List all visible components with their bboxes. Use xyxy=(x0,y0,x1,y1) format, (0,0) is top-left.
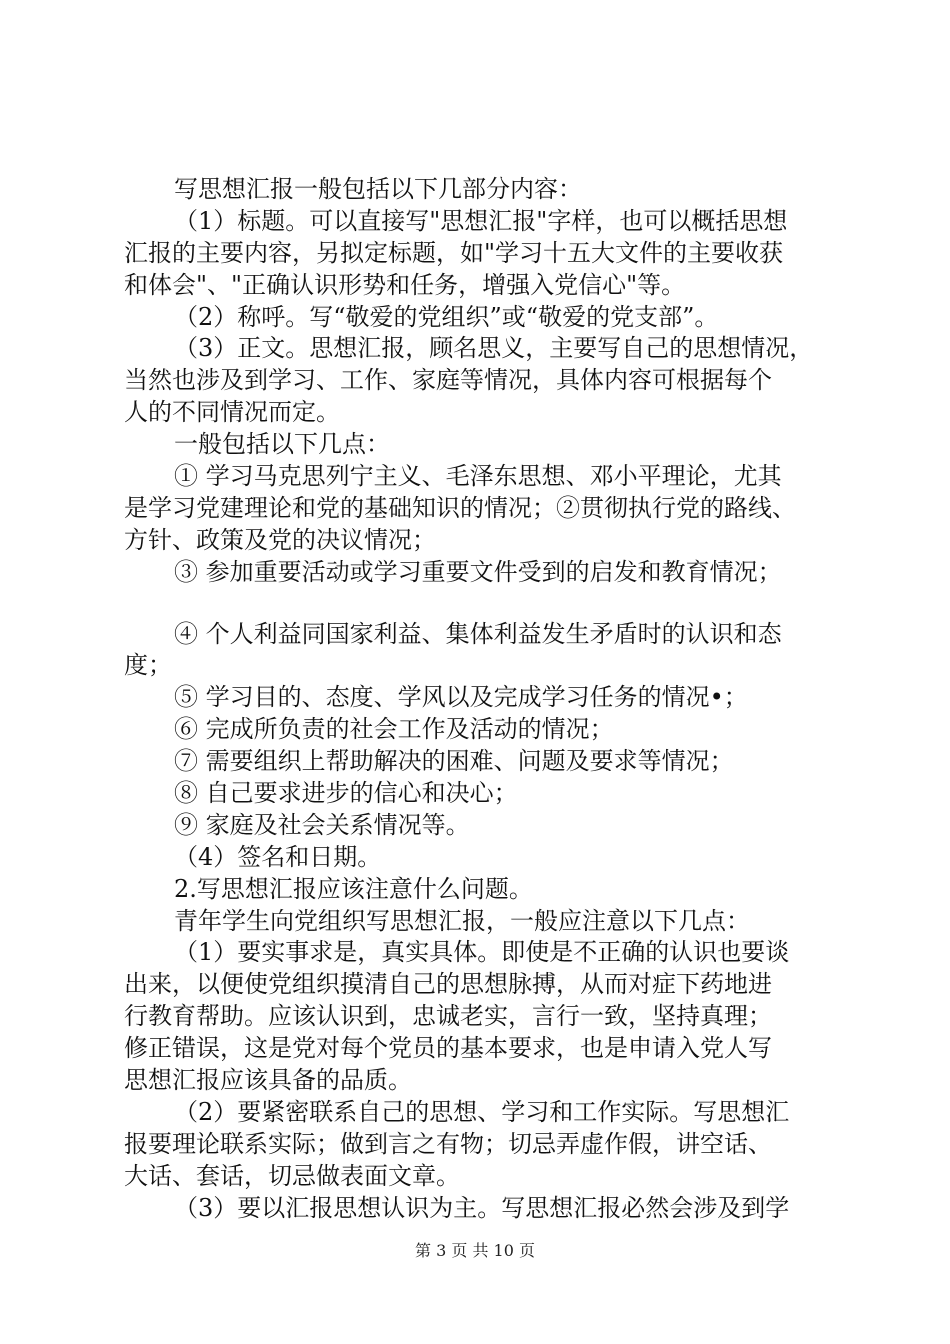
text-line: （1）要实事求是，真实具体。即使是不正确的认识也要谈 xyxy=(174,938,790,967)
text-line: 2.写思想汇报应该注意什么问题。 xyxy=(174,874,533,903)
text-line: （2）称呼。写“敬爱的党组织”或“敬爱的党支部”。 xyxy=(174,302,719,331)
text-line: 一般包括以下几点： xyxy=(174,430,390,459)
text-line: （3）要以汇报思想认识为主。写思想汇报必然会涉及到学 xyxy=(174,1193,790,1222)
text-line: ① 学习马克思列宁主义、毛泽东思想、邓小平理论，尤其 xyxy=(174,462,782,491)
text-line: 思想汇报应该具备的品质。 xyxy=(124,1066,412,1095)
text-line: 人的不同情况而定。 xyxy=(124,398,340,427)
text-line: 大话、套话，切忌做表面文章。 xyxy=(124,1161,460,1190)
text-line: 修正错误，这是党对每个党员的基本要求，也是申请入党人写 xyxy=(124,1034,772,1063)
text-line: 写思想汇报一般包括以下几部分内容： xyxy=(174,175,582,203)
text-line: 报要理论联系实际；做到言之有物；切忌弄虚作假，讲空话、 xyxy=(124,1129,772,1158)
document-body xyxy=(124,174,834,1225)
text-line: ⑧ 自己要求进步的信心和决心； xyxy=(174,779,518,808)
page-footer: 第 3 页 共 10 页 xyxy=(415,1241,535,1260)
text-line: （3）正文。思想汇报，顾名思义，主要写自己的思想情况， xyxy=(174,334,814,363)
text-line: 出来，以便使党组织摸清自己的思想脉搏，从而对症下药地进 xyxy=(124,970,772,999)
text-line: ③ 参加重要活动或学习重要文件受到的启发和教育情况； xyxy=(174,557,782,586)
text-line: 青年学生向党组织写思想汇报，一般应注意以下几点： xyxy=(174,906,750,935)
text-line: 度； xyxy=(124,651,172,680)
text-line: ⑤ 学习目的、态度、学风以及完成学习任务的情况•； xyxy=(174,683,748,712)
text-line: ⑨ 家庭及社会关系情况等。 xyxy=(174,810,470,839)
text-line: 行教育帮助。应该认识到，忠诚老实，言行一致，坚持真理； xyxy=(124,1002,772,1031)
text-line: （2）要紧密联系自己的思想、学习和工作实际。写思想汇 xyxy=(174,1097,790,1126)
text-line: ⑦ 需要组织上帮助解决的困难、问题及要求等情况； xyxy=(174,747,734,776)
text-line: 是学习党建理论和党的基础知识的情况；②贯彻执行党的路线、 xyxy=(124,493,796,522)
text-line: （1）标题。可以直接写"思想汇报"字样，也可以概括思想 xyxy=(174,206,788,235)
text-line: 和体会"、"正确认识形势和任务，增强入党信心"等。 xyxy=(124,270,686,299)
text-line: （4）签名和日期。 xyxy=(174,842,382,871)
text-line: ④ 个人利益同国家利益、集体利益发生矛盾时的认识和态 xyxy=(174,619,782,648)
blank-line xyxy=(124,589,834,619)
text-line: ⑥ 完成所负责的社会工作及活动的情况； xyxy=(174,715,614,744)
text-line: 汇报的主要内容，另拟定标题，如"学习十五大文件的主要收获 xyxy=(124,238,784,267)
text-line: 方针、政策及党的决议情况； xyxy=(124,525,436,554)
text-line: 当然也涉及到学习、工作、家庭等情况，具体内容可根据每个 xyxy=(124,366,772,395)
